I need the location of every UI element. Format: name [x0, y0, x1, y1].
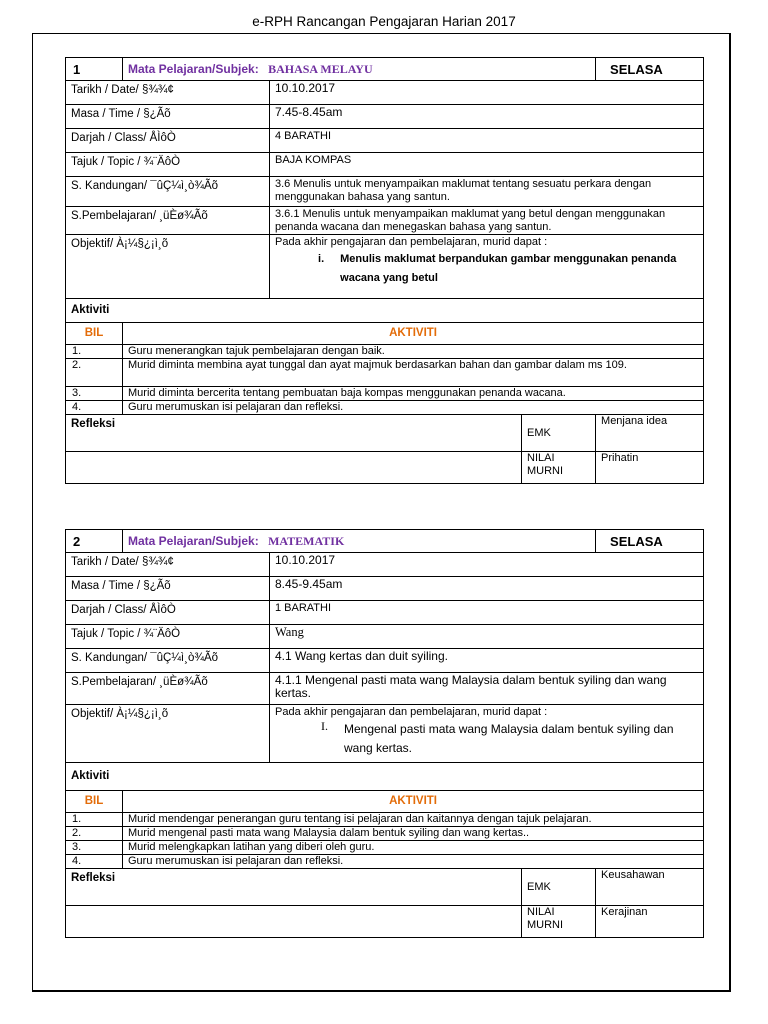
nilai-murni-label: NILAI MURNI [522, 906, 596, 938]
content-value: 4.1 Wang kertas dan duit syiling. [270, 649, 704, 673]
objective-number: I. [320, 719, 328, 733]
date-label: Tarikh / Date/ §¾¾¢ [66, 553, 270, 577]
topic-label: Tajuk / Topic / ¾¨ÄôÒ [66, 153, 270, 177]
emk-label: EMK [522, 415, 596, 452]
class-label: Darjah / Class/ ÅÌôÒ [66, 601, 270, 625]
activity-bil: 1. [66, 345, 123, 359]
class-value: 4 BARATHI [270, 129, 704, 153]
day-value: SELASA [596, 58, 704, 81]
emk-value: Menjana idea [596, 415, 704, 452]
topic-label: Tajuk / Topic / ¾¨ÄôÒ [66, 625, 270, 649]
date-value: 10.10.2017 [270, 81, 704, 105]
topic-value: BAJA KOMPAS [270, 153, 704, 177]
content-value: 3.6 Menulis untuk menyampaikan maklumat tentang sesuatu perkara dengan menggunakan bahasa yang santun. [270, 177, 704, 207]
topic-row [66, 153, 704, 177]
objective-label: Objektif/ À¡¼§¿¡ì¸õ [66, 235, 270, 299]
lesson-number: 2 [66, 530, 123, 553]
class-row [66, 129, 704, 153]
time-label: Masa / Time / §¿Ãõ [66, 577, 270, 601]
reflection-nilai-row [66, 452, 704, 484]
learning-value: 3.6.1 Menulis untuk menyampaikan maklumat yang betul dengan menggunakan penanda wacana dan menegaskan bahasa yang santun. [270, 207, 704, 235]
activity-text: Murid mengenal pasti mata wang Malaysia dalam bentuk syiling dan wang kertas.. [123, 827, 704, 841]
activity-bil: 3. [66, 387, 123, 401]
objective-intro: Pada akhir pengajaran dan pembelajaran, murid dapat : [275, 236, 548, 248]
nilai-murni-value: Kerajinan [596, 906, 704, 938]
aktiviti-header: AKTIVITI [123, 791, 704, 813]
activity-bil: 4. [66, 855, 123, 869]
bil-header: BIL [66, 323, 123, 345]
objective-item [275, 250, 698, 288]
learning-row [66, 673, 704, 705]
subject-value: BAHASA MELAYU [268, 61, 373, 76]
activity-row [66, 359, 704, 387]
nilai-murni-label: NILAI MURNI [522, 452, 596, 484]
objective-text: Menulis maklumat berpandukan gambar menggunakan penanda wacana yang betul [340, 253, 677, 284]
objective-cell [270, 705, 704, 763]
topic-row [66, 625, 704, 649]
learning-row [66, 207, 704, 235]
reflection-emk-row [66, 415, 704, 452]
date-label: Tarikh / Date/ §¾¾¢ [66, 81, 270, 105]
objective-intro: Pada akhir pengajaran dan pembelajaran, murid dapat : [275, 706, 548, 718]
reflection-title: Refleksi [66, 415, 522, 452]
activity-text: Murid diminta membina ayat tunggal dan ayat majmuk berdasarkan bahan dan gambar dalam ms 109. [123, 359, 704, 387]
activities-title-row [66, 763, 704, 791]
class-label: Darjah / Class/ ÅÌôÒ [66, 129, 270, 153]
activity-row [66, 827, 704, 841]
class-row [66, 601, 704, 625]
activity-text: Murid melengkapkan latihan yang diberi oleh guru. [123, 841, 704, 855]
objective-text: Mengenal pasti mata wang Malaysia dalam bentuk syiling dan wang kertas. [343, 722, 674, 755]
objective-row [66, 235, 704, 299]
time-label: Masa / Time / §¿Ãõ [66, 105, 270, 129]
day-value: SELASA [596, 530, 704, 553]
content-row [66, 649, 704, 673]
subject-label: Mata Pelajaran/Subjek: [128, 61, 259, 76]
activity-text: Guru menerangkan tajuk pembelajaran dengan baik. [123, 345, 704, 359]
lesson-1-table [65, 57, 704, 484]
aktiviti-header: AKTIVITI [123, 323, 704, 345]
reflection-content [66, 906, 522, 938]
subject-label: Mata Pelajaran/Subjek: [128, 533, 259, 548]
activity-text: Guru merumuskan isi pelajaran dan refleksi. [123, 401, 704, 415]
page-title: e-RPH Rancangan Pengajaran Harian 2017 [252, 14, 516, 29]
date-row [66, 81, 704, 105]
time-row [66, 105, 704, 129]
lesson-2-table [65, 529, 704, 938]
lesson-header-row [66, 530, 704, 553]
bil-header: BIL [66, 791, 123, 813]
activity-row [66, 841, 704, 855]
subject-value: MATEMATIK [268, 533, 345, 548]
activity-row [66, 387, 704, 401]
activities-header-row [66, 791, 704, 813]
activity-text: Murid mendengar penerangan guru tentang isi pelajaran dan kaitannya dengan tajuk pelajaran. [123, 813, 704, 827]
content-row [66, 177, 704, 207]
time-value: 8.45-9.45am [270, 577, 704, 601]
objective-row [66, 705, 704, 763]
subject-cell [123, 530, 596, 553]
activity-bil: 3. [66, 841, 123, 855]
content-label: S. Kandungan/ ¯ûÇ¼ì¸ò¾Ãõ [66, 649, 270, 673]
topic-value: Wang [270, 625, 704, 649]
activity-bil: 2. [66, 359, 123, 387]
activities-header-row [66, 323, 704, 345]
reflection-emk-row [66, 869, 704, 906]
activities-title-row [66, 299, 704, 323]
lesson-header-row [66, 58, 704, 81]
date-value: 10.10.2017 [270, 553, 704, 577]
learning-value: 4.1.1 Mengenal pasti mata wang Malaysia dalam bentuk syiling dan wang kertas. [270, 673, 704, 705]
date-row [66, 553, 704, 577]
reflection-title: Refleksi [66, 869, 522, 906]
reflection-nilai-row [66, 906, 704, 938]
activities-title: Aktiviti [66, 299, 704, 323]
activity-row [66, 345, 704, 359]
time-row [66, 577, 704, 601]
emk-label: EMK [522, 869, 596, 906]
activity-bil: 1. [66, 813, 123, 827]
objective-item [275, 720, 698, 758]
lesson-number: 1 [66, 58, 123, 81]
time-value: 7.45-8.45am [270, 105, 704, 129]
activity-row [66, 813, 704, 827]
reflection-content [66, 452, 522, 484]
objective-cell [270, 235, 704, 299]
content-label: S. Kandungan/ ¯ûÇ¼ì¸ò¾Ãõ [66, 177, 270, 207]
emk-value: Keusahawan [596, 869, 704, 906]
nilai-murni-value: Prihatin [596, 452, 704, 484]
objective-label: Objektif/ À¡¼§¿¡ì¸õ [66, 705, 270, 763]
activity-text: Guru merumuskan isi pelajaran dan refleksi. [123, 855, 704, 869]
activity-row [66, 855, 704, 869]
learning-label: S.Pembelajaran/ ¸üÈø¾Ãõ [66, 673, 270, 705]
learning-label: S.Pembelajaran/ ¸üÈø¾Ãõ [66, 207, 270, 235]
class-value: 1 BARATHI [270, 601, 704, 625]
subject-cell [123, 58, 596, 81]
activities-title: Aktiviti [66, 763, 704, 791]
objective-number: i. [318, 253, 325, 265]
activity-text: Murid diminta bercerita tentang pembuatan baja kompas menggunakan penanda wacana. [123, 387, 704, 401]
activity-bil: 4. [66, 401, 123, 415]
activity-bil: 2. [66, 827, 123, 841]
activity-row [66, 401, 704, 415]
